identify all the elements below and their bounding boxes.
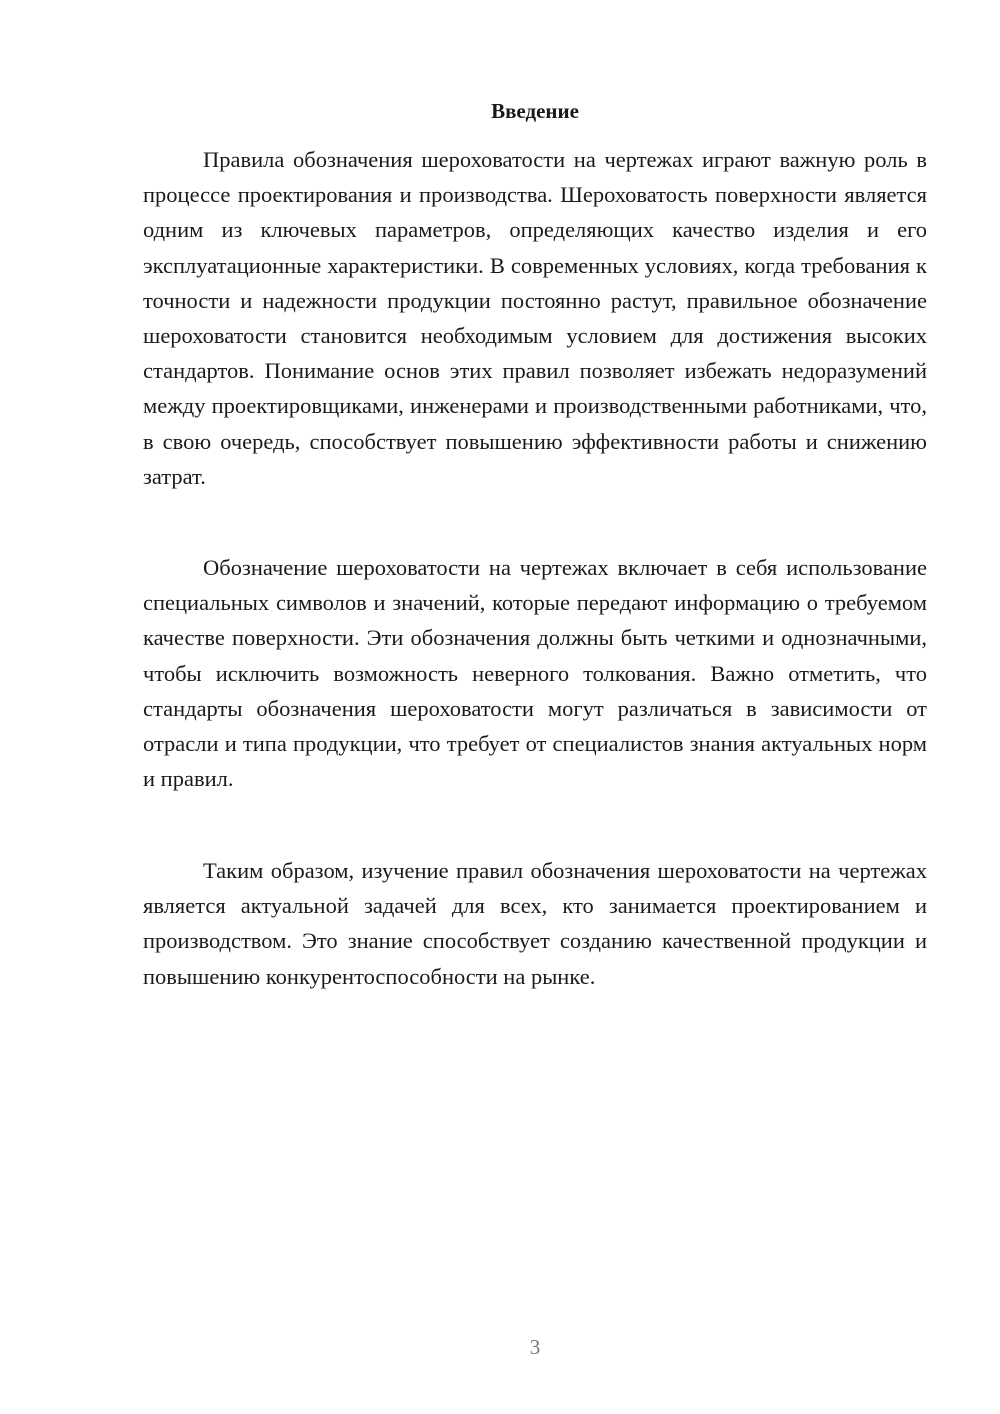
page-number: 3 (529, 1335, 541, 1359)
paragraph-3: Таким образом, изучение правил обозначения шероховатости на чертежах является актуальной задачей для всех, кто занимается проектированием и производством. Это знание способствует созданию качественной продукции и повышению конкурентоспособности на рынке. (143, 858, 927, 989)
paragraph-1: Правила обозначения шероховатости на чертежах играют важную роль в процессе проектирования и производства. Шероховатость поверхности является одним из ключевых параметров, определяющих качество изделия и его эксплуатационные характеристики. В современных условиях, когда требования к точности и надежности продукции постоянно растут, правильное обозначение шероховатости становится необходимым условием для достижения высоких стандартов. Понимание основ этих правил позволяет избежать недоразумений между проектировщиками, инженерами и производственными работниками, что, в свою очередь, способствует повышению эффективности работы и снижению затрат. (143, 147, 927, 489)
paragraph-2: Обозначение шероховатости на чертежах включает в себя использование специальных символов и значений, которые передают информацию о требуемом качестве поверхности. Эти обозначения должны быть четкими и однозначными, чтобы исключить возможность неверного толкования. Важно отметить, что стандарты обозначения шероховатости могут различаться в зависимости от отрасли и типа продукции, что требует от специалистов знания актуальных норм и правил. (143, 555, 927, 792)
section-heading: Введение (491, 99, 579, 123)
